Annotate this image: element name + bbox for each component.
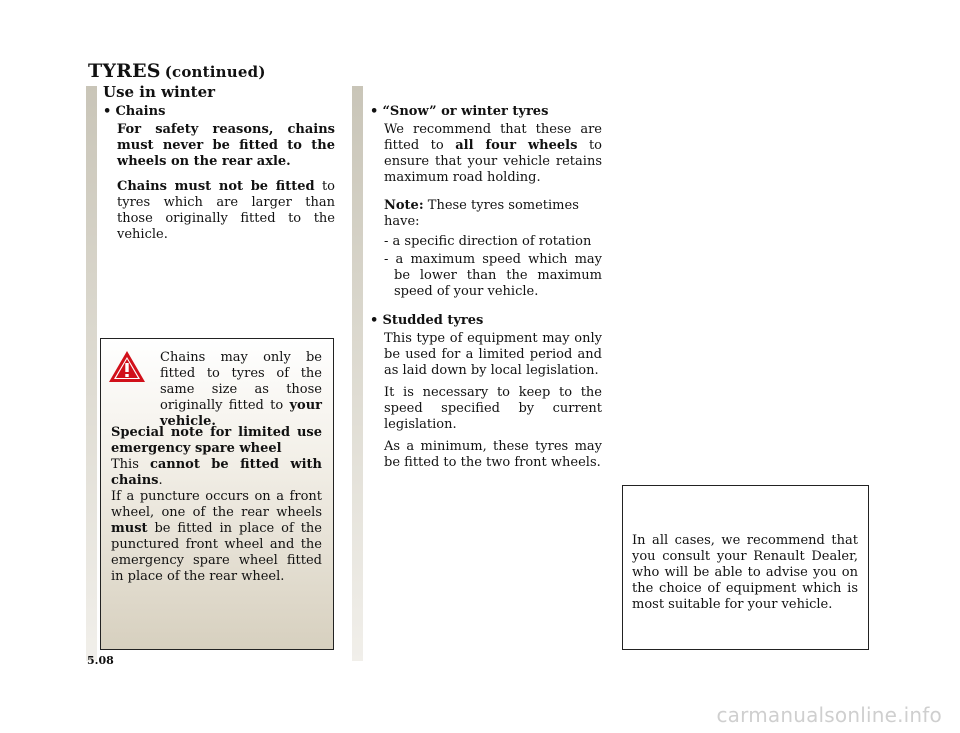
chains-p2-rest: to tyres which are larger than those originally fitted to the vehicle. bbox=[117, 179, 335, 242]
spare-wheel-heading: Special note for limited use emergency spare wheel bbox=[111, 425, 322, 456]
snow-tyres-label: “Snow” or winter tyres bbox=[382, 104, 549, 119]
bullet: • bbox=[370, 313, 379, 328]
studded-paragraph-2: It is necessary to keep to the speed specified by current legislation. bbox=[384, 385, 602, 432]
page-title bbox=[88, 60, 266, 82]
title-main: TYRES bbox=[88, 60, 161, 82]
warning-text-b: your vehicle. bbox=[160, 398, 322, 429]
spare-wheel-note bbox=[111, 425, 322, 585]
must-text: must bbox=[111, 521, 148, 536]
middle-margin-bar bbox=[352, 86, 363, 661]
chains-section bbox=[103, 104, 335, 243]
bullet: • bbox=[370, 104, 379, 119]
section-heading-winter: Use in winter bbox=[103, 83, 216, 101]
cannot-text: cannot be fitted with chains bbox=[111, 457, 322, 488]
snow-a: We recommend that these are fitted to bbox=[384, 122, 602, 153]
chains-label: Chains bbox=[115, 104, 166, 119]
warning-triangle-icon bbox=[107, 349, 147, 385]
studded-paragraph-1: This type of equipment may only be used for a limited period and as laid down by local legislation. bbox=[384, 331, 602, 378]
page-number: 5.08 bbox=[87, 654, 114, 667]
watermark: carmanualsonline.info bbox=[716, 703, 942, 727]
note-label: Note: bbox=[384, 198, 424, 213]
studded-tyres-label: Studded tyres bbox=[382, 313, 484, 328]
snow-b: to ensure that your vehicle retains maximum road holding. bbox=[384, 138, 603, 185]
period-text: . bbox=[158, 473, 163, 488]
note-text: These tyres sometimes have: bbox=[384, 198, 579, 229]
puncture-a: If a puncture occurs on a front wheel, one of the rear wheels bbox=[111, 489, 322, 520]
puncture-text bbox=[111, 489, 322, 585]
bullet: • bbox=[103, 104, 112, 119]
dash-item-2: - a maximum speed which may be lower than the maximum speed of your vehicle. bbox=[384, 252, 602, 299]
winter-tyres-section bbox=[370, 104, 602, 471]
chains-paragraph-2 bbox=[117, 179, 335, 243]
studded-paragraph-3: As a minimum, these tyres may be fitted to the two front wheels. bbox=[384, 439, 602, 470]
chains-paragraph-1: For safety reasons, chains must never be fitted to the wheels on the rear axle. bbox=[117, 122, 335, 169]
title-suffix: (continued) bbox=[164, 63, 266, 81]
note bbox=[384, 198, 602, 230]
puncture-b: be fitted in place of the punctured front wheel and the emergency spare wheel fitted in place of the rear wheel. bbox=[111, 521, 322, 584]
snow-tyres-paragraph bbox=[384, 122, 602, 186]
warning-text bbox=[160, 350, 322, 430]
chains-p2-bold: Chains must not be fitted bbox=[117, 179, 315, 194]
spare-wheel-chains bbox=[111, 457, 322, 489]
left-margin-bar bbox=[86, 86, 97, 661]
dash-item-1: - a specific direction of rotation bbox=[384, 234, 592, 249]
warning-text-a: Chains may only be fitted to tyres of the same size as those originally fitted to bbox=[160, 350, 322, 413]
dealer-info-text: In all cases, we recommend that you consult your Renault Dealer, who will be able to advise you on the choice of equipment which is most suitable for your vehicle. bbox=[632, 533, 858, 612]
this-text: This bbox=[111, 457, 150, 472]
snow-bold: all four wheels bbox=[455, 138, 578, 153]
